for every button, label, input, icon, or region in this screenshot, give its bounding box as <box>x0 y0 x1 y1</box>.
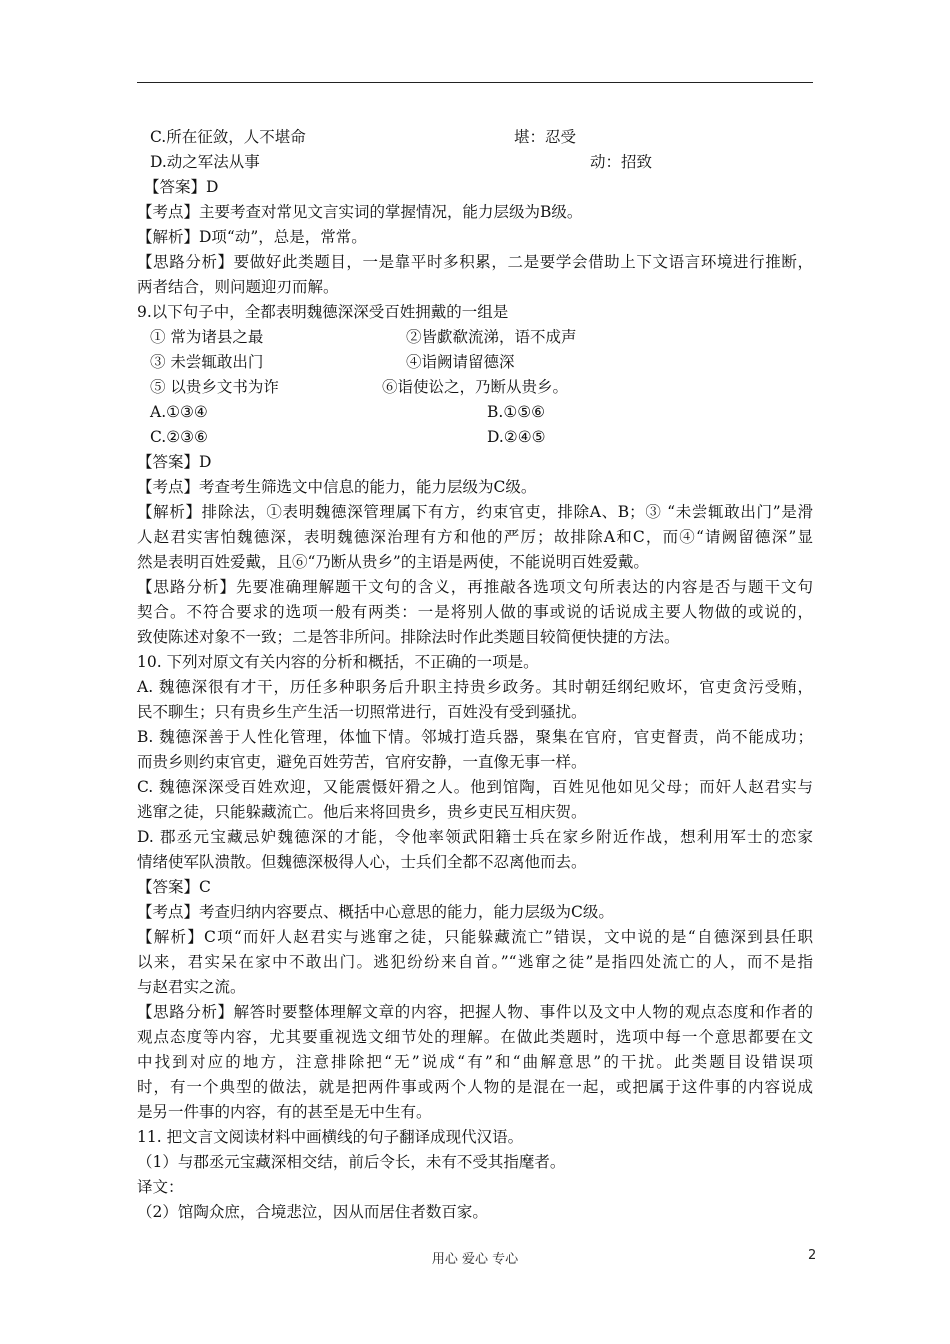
q10-silu-line5: 是另一件事的内容，有的甚至是无中生有。 <box>137 1103 432 1121</box>
q9-option-b: B.①⑤⑥ <box>487 403 546 421</box>
q8-silu-line1: 【思路分析】要做好此类题目，一是靠平时多积累，二是要学会借助上下文语言环境进行推断， <box>137 253 813 271</box>
q8-jiexi: 【解析】D项“动”，总是，常常。 <box>137 228 367 246</box>
q9-jiexi-line2: 人赵君实害怕魏德深，表明魏德深治理有方和他的严厉；故排除A和C，而④“请阙留德深”显 <box>137 528 813 546</box>
q11-stem: 11. 把文言文阅读材料中画横线的句子翻译成现代汉语。 <box>137 1128 524 1146</box>
q10-silu-line2: 观点态度等内容，尤其要重视选文细节处的理解。在做此类题时，选项中每一个意思都要在文 <box>137 1028 813 1046</box>
q10-jiexi-line1: 【解析】C项“而奸人赵君实与逃窜之徒，只能躲藏流亡”错误，文中说的是“自德深到县任职 <box>137 928 813 946</box>
q10-option-b-line2: 而贵乡则约束官吏，避免百姓劳苦，官府安静，一直像无事一样。 <box>137 753 587 771</box>
q9-option-c: C.②③⑥ <box>150 428 208 446</box>
q9-stem: 9.以下句子中，全都表明魏德深深受百姓拥戴的一组是 <box>137 303 509 321</box>
q9-silu-line3: 致使陈述对象不一致；二是答非所问。排除法时作此类题目较简便快捷的方法。 <box>137 628 680 646</box>
q10-answer: 【答案】C <box>137 878 211 896</box>
q9-answer: 【答案】D <box>137 453 212 471</box>
q9-item-6: ⑥诣使讼之，乃断从贵乡。 <box>382 378 569 396</box>
q9-item-1: ① 常为诸县之最 <box>150 328 264 346</box>
q10-option-c-line2: 逃窜之徒，只能躲藏流亡。他后来将回贵乡，贵乡吏民互相庆贺。 <box>137 803 587 821</box>
q8-answer: 【答案】D <box>144 178 219 196</box>
q9-item-5: ⑤ 以贵乡文书为诈 <box>150 378 279 396</box>
q9-silu-line1: 【思路分析】先要准确理解题干文句的含义，再推敲各选项文句所表达的内容是否与题干文句 <box>137 578 813 596</box>
q10-option-a-line1: A. 魏德深很有才干，历任多种职务后升职主持贵乡政务。其时朝廷纲纪败坏，官吏贪污受贿， <box>137 678 813 696</box>
footer-motto: 用心 爱心 专心 <box>431 1252 519 1267</box>
page-number: 2 <box>808 1248 817 1263</box>
q11-sentence-1: （1）与郡丞元宝藏深相交结，前后令长，未有不受其指麾者。 <box>137 1153 566 1171</box>
q10-silu-line1: 【思路分析】解答时要整体理解文章的内容，把握人物、事件以及文中人物的观点态度和作者的 <box>137 1003 813 1021</box>
q8-option-d-gloss: 动：招致 <box>590 153 653 171</box>
q8-silu-line2: 两者结合，则问题迎刃而解。 <box>137 278 339 296</box>
q11-sentence-2: （2）馆陶众庶，合境悲泣，因从而居住者数百家。 <box>137 1203 488 1221</box>
q9-jiexi-line1: 【解析】排除法，①表明魏德深管理属下有方，约束官吏，排除A、B；③ “未尝辄敢出门”是滑 <box>137 503 813 521</box>
q10-option-d-line2: 情绪使军队溃散。但魏德深极得人心，士兵们全都不忍离他而去。 <box>137 853 587 871</box>
q10-jiexi-line2: 以来，君实呆在家中不敢出门。逃犯纷纷来自首。”“逃窜之徒”是指四处流亡的人，而不是指 <box>137 953 813 971</box>
q10-jiexi-line3: 与赵君实之流。 <box>137 978 246 996</box>
q10-stem: 10. 下列对原文有关内容的分析和概括，不正确的一项是。 <box>137 653 539 671</box>
q10-option-b-line1: B. 魏德深善于人性化管理，体恤下情。邻城打造兵器，聚集在官府，官吏督责，尚不能成功； <box>137 728 813 746</box>
q11-translation-label: 译文： <box>137 1178 184 1196</box>
q9-item-3: ③ 未尝辄敢出门 <box>150 353 264 371</box>
q9-item-2: ②皆歔欷流涕，语不成声 <box>406 328 577 346</box>
q10-silu-line3: 中找到对应的地方，注意排除把“无”说成“有”和“曲解意思”的干扰。此类题目设错误项 <box>137 1053 813 1071</box>
q8-option-c-gloss: 堪：忍受 <box>514 128 577 146</box>
q10-option-a-line2: 民不聊生；只有贵乡生产生活一切照常进行，百姓没有受到骚扰。 <box>137 703 587 721</box>
q9-kaodian: 【考点】考查考生筛选文中信息的能力，能力层级为C级。 <box>137 478 537 496</box>
q9-jiexi-line3: 然是表明百姓爱戴，且⑥“乃断从贵乡”的主语是两使，不能说明百姓爱戴。 <box>137 553 649 571</box>
header-rule <box>137 82 813 83</box>
q10-option-c-line1: C. 魏德深深受百姓欢迎，又能震慑奸猾之人。他到馆陶，百姓见他如见父母；而奸人赵君实与 <box>137 778 813 796</box>
q10-silu-line4: 时，有一个典型的做法，就是把两件事或两个人物的是混在一起，或把属于这件事的内容说成 <box>137 1078 813 1096</box>
q8-kaodian: 【考点】主要考查对常见文言实词的掌握情况，能力层级为B级。 <box>137 203 583 221</box>
q9-silu-line2: 契合。不符合要求的选项一般有两类：一是将别人做的事或说的话说成主要人物做的或说的， <box>137 603 813 621</box>
q9-item-4: ④诣阙请留德深 <box>406 353 515 371</box>
q8-option-c: C.所在征敛，人不堪命 <box>150 128 306 146</box>
q10-kaodian: 【考点】考查归纳内容要点、概括中心意思的能力，能力层级为C级。 <box>137 903 614 921</box>
q9-option-d: D.②④⑤ <box>487 428 546 446</box>
q9-option-a: A.①③④ <box>150 403 208 421</box>
q10-option-d-line1: D. 郡丞元宝藏忌妒魏德深的才能，令他率领武阳籍士兵在家乡附近作战，想利用军士的恋家 <box>137 828 813 846</box>
q8-option-d: D.动之军法从事 <box>150 153 260 171</box>
